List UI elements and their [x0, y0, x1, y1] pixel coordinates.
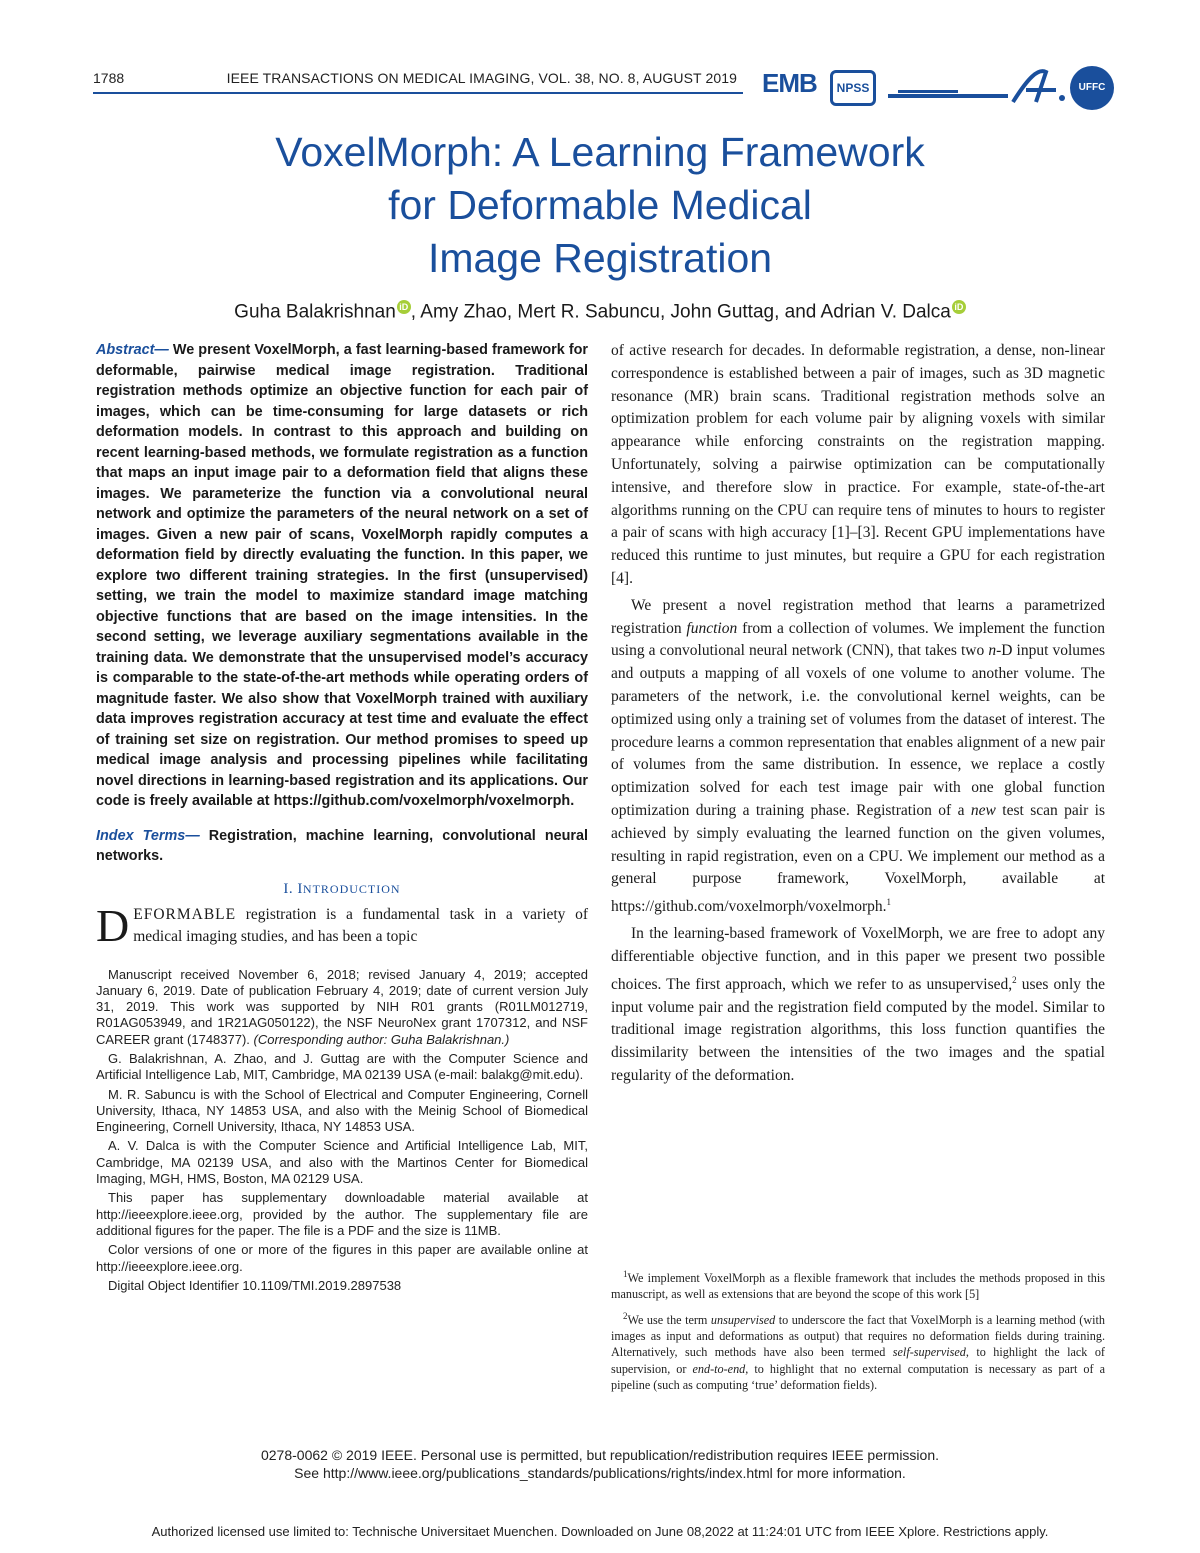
body-paragraph: We present a novel registration method that learns a parametrized registration function from a collection of volumes. We implement the function using a convolutional neural network (CNN), that takes two n-D input volumes and outputs a mapping of all voxels of one volume to another volume. The parameters of the network, i.e. the convolutional kernel weights, can be optimized using only a training set of volumes from the dataset of interest. The procedure learns a common representation that enables alignment of a new pair of volumes from the same distribution. In essence, we replace a costly optimization solved for each test image pair with one global function optimization during a training phase. Registration of a new test scan pair is achieved by simply evaluating the learned function on the given volumes, resulting in rapid registration, even on a CPU. We implement our method as a general purpose framework, VoxelMorph, available at https://github.com/voxelmorph/voxelmorph.$^1$	[611, 596, 1105, 916]
footnote: $^2$We use the term unsupervised to underscore the fact that VoxelMorph is a learning method (with images as input and deformations as output) that requires no deformation fields during training. Alternatively, such methods have also been termed self-supervised, to highlight the lack of supervision, or end-to-end, to highlight that no external computation is necessary as part of a pipeline (such as computing ‘true’ deformation fields).	[611, 1310, 1105, 1392]
intro-paragraph	[96, 899, 588, 951]
supplementary-note: This paper has supplementary downloadable material available at http://ieeexplore.ieee.org, provided by the author. The supplementary file are additional figures for the paper. The file is a PDF and the size is 11MB.	[96, 1190, 588, 1238]
first-author: Guha Balakrishnan	[234, 301, 396, 323]
doi-note: Digital Object Identifier 10.1109/TMI.2019.2897538	[108, 1277, 402, 1293]
footnote-ref[interactable]: 2	[1012, 974, 1017, 985]
license-notice: Authorized licensed use limited to: Technische Universitaet Muenchen. Downloaded on June 08,2022 at 11:24:01 UTC from IEEE Xplore. Restrictions apply.	[151, 1524, 1049, 1539]
emb-logo: EMB	[762, 68, 817, 98]
page-number: 1788	[93, 70, 125, 86]
manuscript-note: Manuscript received November 6, 2018; revised January 4, 2019; accepted January 6, 2019. Date of publication February 4, 2019; date of current version July 31, 2019. This work was supported by NIH R01 grants (R01LM012719, R01AG053949, and 1R21AG050122), the NSF NeuroNex grant 1707312, and NSF CAREER grant (1748377). (Corresponding author: Guha Balakrishnan.)	[96, 966, 588, 1047]
title-line: for Deformable Medical	[388, 182, 812, 228]
npss-logo: NPSS	[830, 70, 876, 106]
affiliation-note: G. Balakrishnan, A. Zhao, and J. Guttag are with the Computer Science and Artificial Intelligence Lab, MIT, Cambridge, MA 02139 USA (e-mail: balakg@mit.edu).	[96, 1050, 588, 1083]
orcid-icon[interactable]: iD	[397, 300, 411, 314]
abstract-text: We present VoxelMorph, a fast learning-based framework for deformable, pairwise medical image registration. Traditional registration methods optimize an objective function for each pair of images, which can be time-consuming for large datasets or rich deformation models. In contrast to this approach and building on recent learning-based methods, we formulate registration as a function that maps an input image pair to a deformation field that aligns these images. We parameterize the function via a convolutional neural network and optimize the parameters of the neural network on a set of images. Given a new pair of scans, VoxelMorph rapidly computes a deformation field by directly evaluating the function. In this paper, we explore two different training strategies. In the first (unsupervised) setting, we train the model to maximize standard image matching objective functions that are based on the image intensities. In the second setting, we leverage auxiliary segmentations available in the training data. We demonstrate that the unsupervised model’s accuracy is comparable to the state-of-the-art methods while operating orders of magnitude faster. We also show that VoxelMorph trained with auxiliary data improves registration accuracy at test time and evaluate the effect of training set size on registration. Our method promises to speed up medical image analysis and processing pipelines while facilitating novel directions in learning-based registration and its applications. Our code is freely available at https://github.com/voxelmorph/voxelmorph.	[96, 342, 588, 809]
affiliation-note: A. V. Dalca is with the Computer Science and Artificial Intelligence Lab, MIT, Cambridge, MA 02139 USA, and also with the Martinos Center for Biomedical Imaging, MGH, HMS, Boston, MA 02129 USA.	[96, 1138, 588, 1187]
corresponding-author: (Corresponding author: Guha Balakrishnan.)	[253, 1031, 510, 1047]
abstract-label: Abstract	[96, 342, 155, 358]
running-header	[93, 70, 743, 94]
index-terms-label: Index Terms	[96, 827, 186, 844]
other-authors: , Amy Zhao, Mert R. Sabuncu, John Guttag, and Adrian V. Dalca	[410, 301, 951, 323]
intro-smallcaps: EFORMABLE	[133, 905, 237, 923]
body-paragraph: In the learning-based framework of VoxelMorph, we are free to adopt any differentiable objective function, and in this paper we present two possible choices. The first approach, which we refer to as unsupervised,$^2$ uses only the input volume pair and the registration field computed by the model. Similar to traditional image registration algorithms, this loss function quantifies the dissimilarity between the intensities of the two images and the spatial regularity of the deformation.	[611, 925, 1105, 1085]
author-list	[100, 300, 1100, 323]
journal-name: IEEE TRANSACTIONS ON MEDICAL IMAGING, VOL. 38, NO. 8, AUGUST 2019	[226, 70, 737, 86]
right-footnotes	[611, 1266, 1105, 1398]
paper-title	[100, 126, 1100, 285]
section-heading	[96, 881, 588, 898]
drop-cap: D	[96, 899, 130, 951]
footnote: $^1$We implement VoxelMorph as a flexible framework that includes the methods proposed in this manuscript, as well as extensions that are beyond the scope of this work [5]	[611, 1269, 1105, 1302]
footnote-ref[interactable]: 1	[886, 897, 892, 908]
body-paragraph: of active research for decades. In deformable registration, a dense, non-linear correspondence is established between a pair of images, such as 3D magnetic resonance (MR) brain scans. Traditional registration methods solve an optimization problem for each volume pair by aligning voxels with similar appearance while enforcing constraints on the registration mapping. Unfortunately, solving a pairwise optimization can be computationally intensive, and therefore slow in practice. For example, state-of-the-art algorithms running on the CPU can require tens of minutes to hours to register a pair of scans with high accuracy [1]–[3]. Recent GPU implementations have reduced this runtime to just minutes, but require a GPU for each registration [4].	[611, 342, 1105, 587]
left-column	[96, 340, 588, 1297]
title-line: Image Registration	[427, 235, 773, 281]
index-terms-text: Registration, machine learning, convolutional neural networks.	[96, 827, 589, 864]
title-line: VoxelMorph: A Learning Framework	[275, 129, 925, 175]
ieee-society-seal: UFFC	[1070, 66, 1114, 110]
abstract: Abstract— We present VoxelMorph, a fast learning-based framework for deformable, pairwise medical image registration. Traditional registration methods optimize an objective function for each pair of images, which can be time-consuming for large datasets or rich deformation models. In contrast to this approach and building on recent learning-based methods, we formulate registration as a function that maps an input image pair to a deformation field that aligns these images. We parameterize the function via a convolutional neural network and optimize the parameters of the neural network on a set of images. Given a new pair of scans, VoxelMorph rapidly computes a deformation field by directly evaluating the function. In this paper, we explore two different training strategies. In the first (unsupervised) setting, we train the model to maximize standard image matching objective functions that are based on the image intensities. In the second setting, we leverage auxiliary segmentations available in the training data. We demonstrate that the unsupervised model’s accuracy is comparable to the state-of-the-art methods while operating orders of magnitude faster. We also show that VoxelMorph trained with auxiliary data improves registration accuracy at test time and evaluate the effect of training set size on registration. Our method promises to speed up medical image analysis and processing pipelines while facilitating novel directions in learning-based registration and its applications. Our code is freely available at https://github.com/voxelmorph/voxelmorph.	[96, 342, 588, 809]
intro-text: registration is a fundamental task in a variety of medical imaging studies, and has been a topic	[133, 905, 588, 945]
affiliation-note: M. R. Sabuncu is with the School of Electrical and Computer Engineering, Cornell University, Ithaca, NY 14853 USA, and also with the Meinig School of Biomedical Engineering, Cornell University, Ithaca, NY 14853 USA.	[96, 1086, 588, 1135]
section-first-letter: I	[297, 880, 303, 897]
orcid-icon[interactable]: iD	[952, 300, 966, 314]
society-script-logo	[888, 68, 1068, 108]
copyright-notice: 0278-0062 © 2019 IEEE. Personal use is permitted, but republication/redistribution requires IEEE permission. See http://www.ieee.org/publications_standards/publications/rights/index.html for more information.	[260, 1447, 939, 1481]
color-note: Color versions of one or more of the figures in this paper are available online at http://ieeexplore.ieee.org.	[96, 1242, 588, 1274]
society-logos	[762, 60, 1122, 110]
section-title-rest: NTRODUCTION	[302, 881, 401, 896]
left-footnotes	[96, 967, 588, 1295]
index-terms: Index Terms— Registration, machine learning, convolutional neural networks.	[96, 827, 589, 864]
right-column	[611, 340, 1105, 1088]
section-number: I.	[283, 880, 294, 897]
